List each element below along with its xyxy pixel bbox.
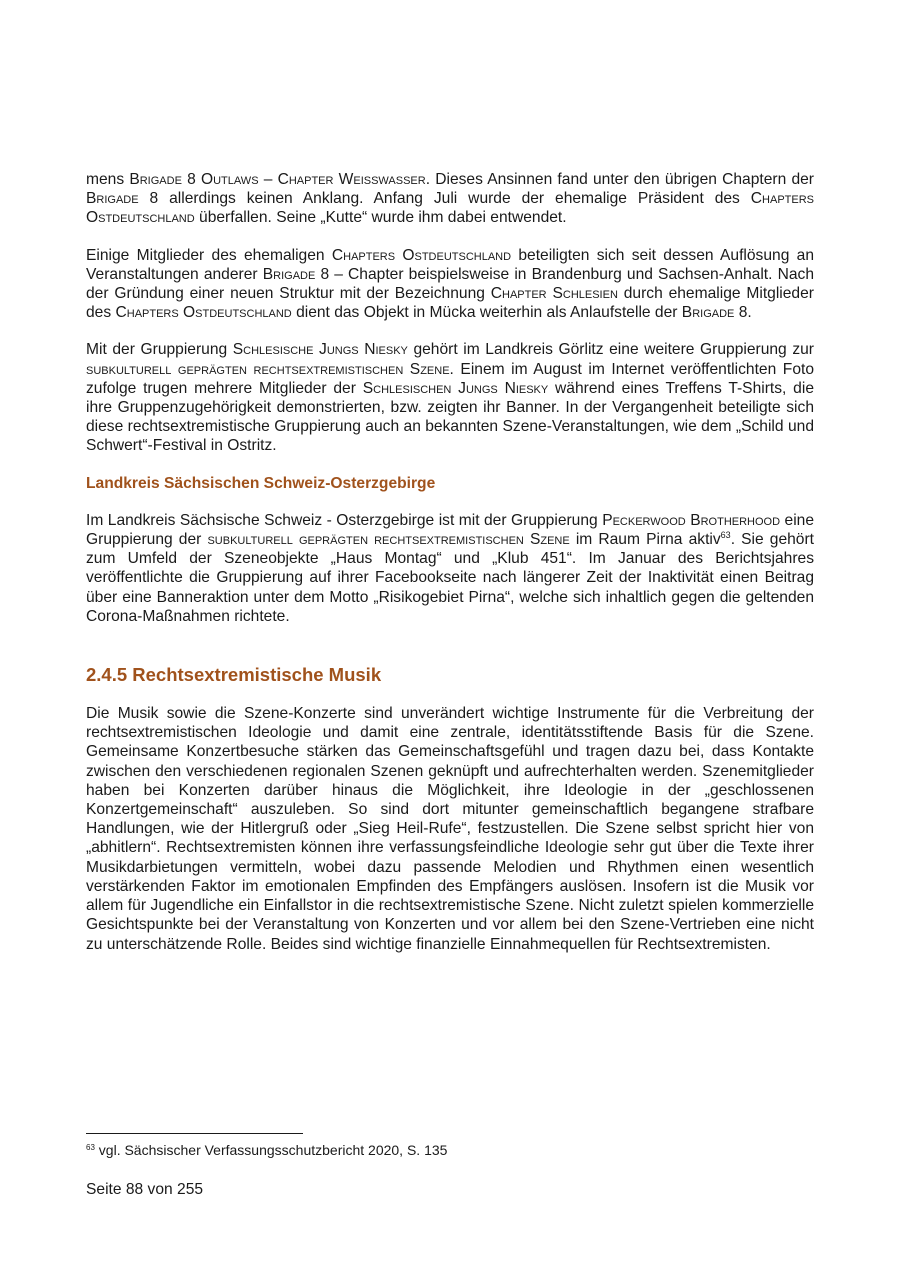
page-number: Seite 88 von 255 [86,1181,204,1198]
footnote-divider [86,1133,303,1134]
footnote-text: vgl. Sächsischer Verfassungsschutzbericht 2020, S. 135 [94,1142,448,1158]
paragraph-peckerwood: Im Landkreis Sächsische Schweiz - Osterzgebirge ist mit der Gruppierung Peckerwood Brotherhood eine Gruppierung der subkulturell geprägten rechtsextremistischen Szene im Raum Pirna aktiv$^{63}$. Sie gehört zum Umfeld der Szeneobjekte „Haus Montag“ und „Klub 451“. Im Januar des Berichtsjahres veröffentlichte die Gruppierung auf ihrer Facebookseite nach längerer Zeit der Inaktivität einen Beitrag über eine Banneraktion unter dem Motto „Risikogebiet Pirna“, welche sich inhaltlich gegen die geltenden Corona-Maßnahmen richtete. [86,511,814,625]
paragraph-brigade-weisswasser: mens Brigade 8 Outlaws – Chapter Weißwasser. Dieses Ansinnen fand unter den übrigen Chaptern der Brigade 8 allerdings keinen Anklang. Anfang Juli wurde der ehemalige Präsident des Chapters Ostdeutschland überfallen. Seine „Kutte“ wurde ihm dabei entwendet. [86,171,814,227]
paragraph-schlesische-jungs: Mit der Gruppierung Schlesische Jungs Niesky gehört im Landkreis Görlitz eine weitere Gruppierung zur subkulturell geprägten rechtsextremistischen Szene. Einem im August im Internet veröffentlichten Foto zufolge trugen mehrere Mitglieder der Schlesischen Jungs Niesky während eines Treffens T-Shirts, die ihre Gruppenzugehörigkeit demonstrierten, bzw. zeigten ihr Banner. In der Vergangenheit beteiligte sich diese rechtsextremistische Gruppierung auch an bekannten Szene-Veranstaltungen, wie dem „Schild und Schwert“-Festival in Ostritz. [86,341,814,455]
section-heading: 2.4.5 Rechtsextremistische Musik [86,664,382,686]
paragraph-musik: Die Musik sowie die Szene-Konzerte sind unverändert wichtige Instrumente für die Verbreitung der rechtsextremistischen Ideologie und damit eine zentrale, identitätsstiftende Basis für die Szene. Gemeinsame Konzertbesuche stärken das Gemeinschaftsgefühl und tragen dazu bei, dass Kontakte zwischen den verschiedenen regionalen Szenen geknüpft und aufrechterhalten werden. Szenemitglieder haben bei Konzerten darüber hinaus die Möglichkeit, ihre Ideologie in der „geschlossenen Konzertgemeinschaft“ auszuleben. So sind dort mitunter gemeinschaftlich begangene strafbare Handlungen, wie der Hitlergruß oder „Sieg Heil-Rufe“, festzustellen. Die Szene selbst spricht hier von „abhitlern“. Rechtsextremisten können ihre verfassungsfeindliche Ideologie sehr gut über die Texte ihrer Musikdarbietungen vermitteln, wobei dazu passende Melodien und Rhythmen einen wesentlich verstärkenden Faktor im emotionalen Empfinden des Empfängers auslösen. Insofern ist die Musik vor allem für Jugendliche ein Einfallstor in die rechtsextremistische Szene. Nicht zuletzt spielen kommerzielle Gesichtspunkte bei der Veranstaltung von Konzerten und vor allem bei den Szene-Vertrieben eine nicht zu unterschätzende Rolle. Beides sind wichtige finanzielle Einnahmequellen für Rechtsextremisten. [86,705,814,953]
page-body [86,170,814,972]
footnote [86,1141,447,1159]
footnote-number: 63 [86,1143,95,1152]
subheading-landkreis: Landkreis Sächsischen Schweiz-Osterzgebirge [86,474,436,492]
paragraph-chapter-ostdeutschland: Einige Mitglieder des ehemaligen Chapters Ostdeutschland beteiligten sich seit dessen Auflösung an Veranstaltungen anderer Brigade 8 – Chapter beispielsweise in Brandenburg und Sachsen-Anhalt. Nach der Gründung einer neuen Struktur mit der Bezeichnung Chapter Schlesien durch ehemalige Mitglieder des Chapters Ostdeutschland dient das Objekt in Mücka weiterhin als Anlaufstelle der Brigade 8. [86,246,815,322]
footnote-reference[interactable]: 63 [720,530,731,541]
